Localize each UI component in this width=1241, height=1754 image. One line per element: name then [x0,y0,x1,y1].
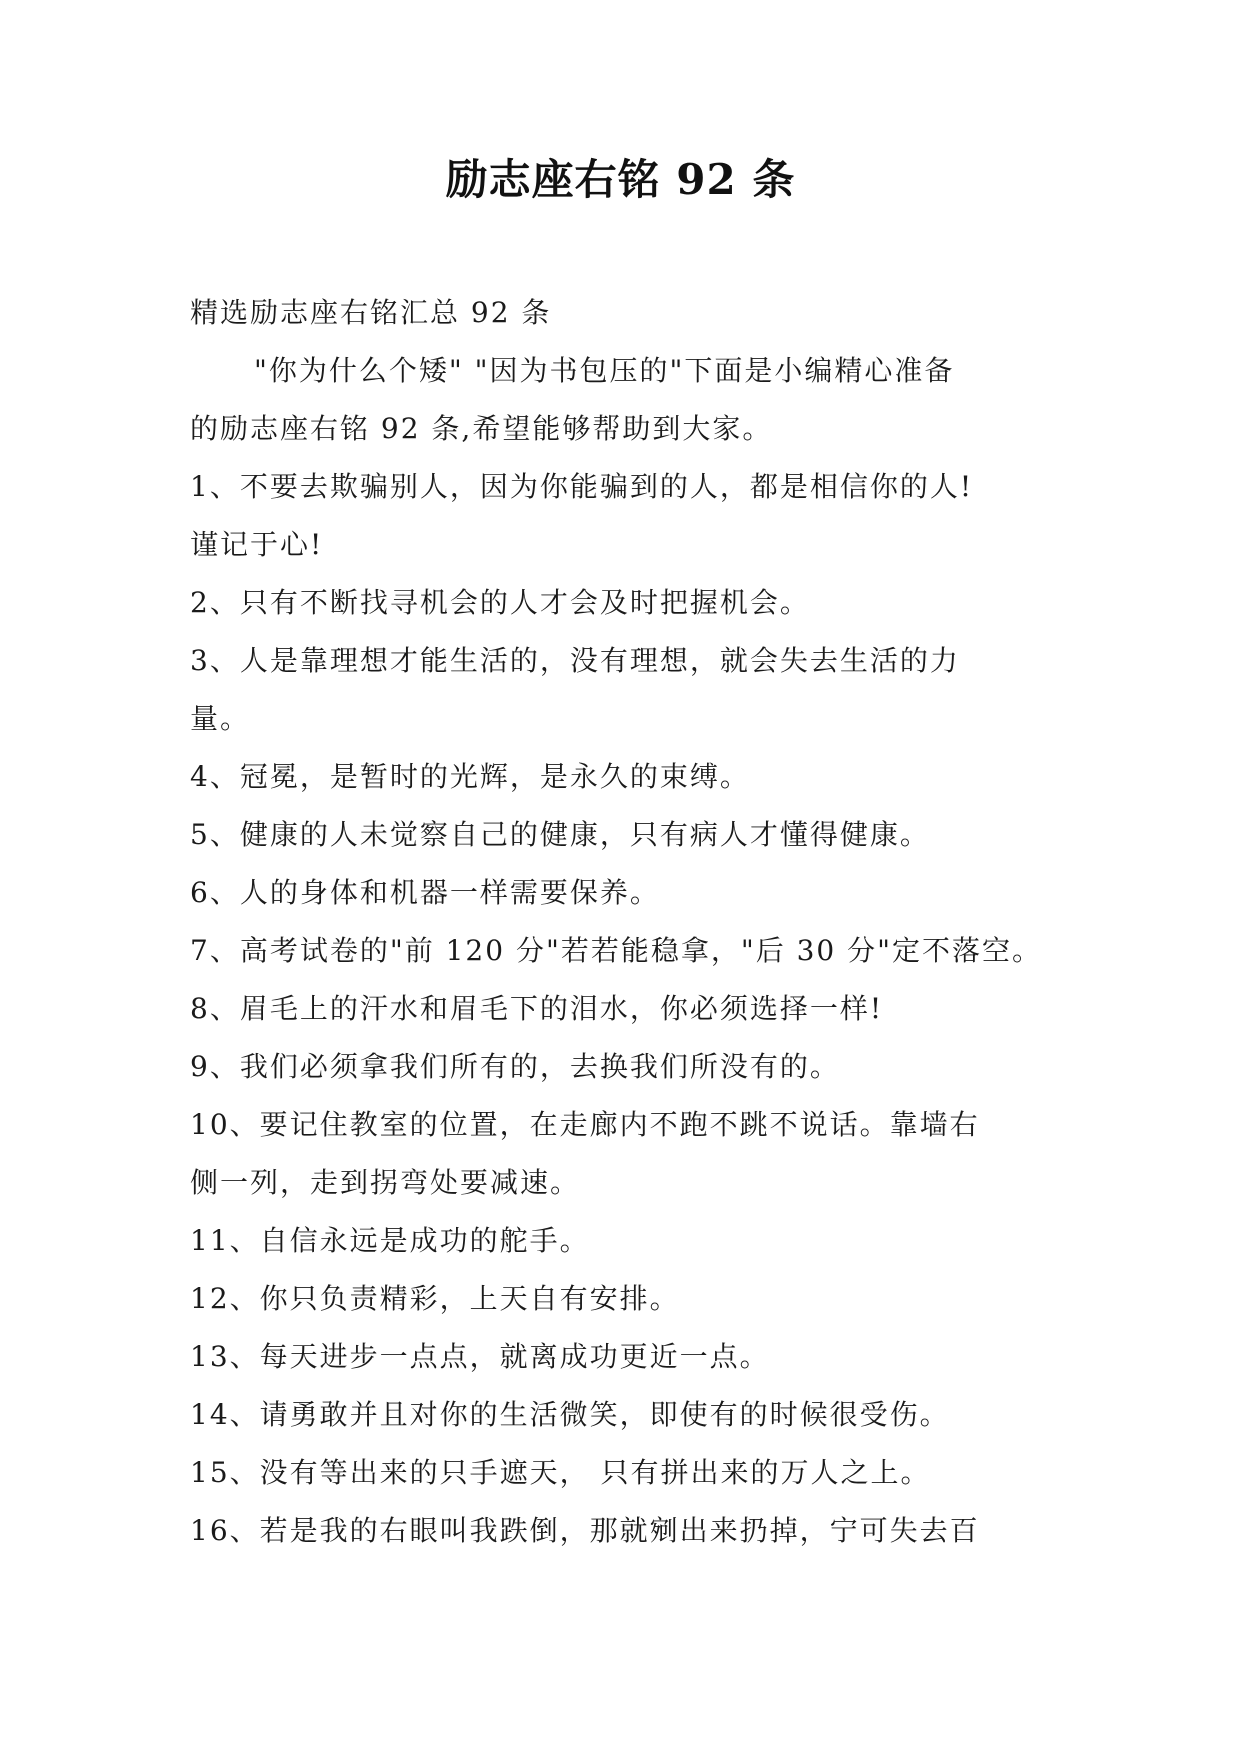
motto-line: 3、人是靠理想才能生活的，没有理想，就会失去生活的力 [190,644,960,677]
motto-line: 14、请勇敢并且对你的生活微笑，即使有的时候很受伤。 [190,1398,950,1431]
motto-line: 11、自信永远是成功的舵手。 [190,1224,590,1257]
motto-line: 10、要记住教室的位置，在走廊内不跑不跳不说话。靠墙右 [190,1108,980,1141]
motto-line: 12、你只负责精彩，上天自有安排。 [190,1282,680,1315]
motto-line: 13、每天进步一点点，就离成功更近一点。 [190,1340,770,1373]
motto-line: 16、若是我的右眼叫我跌倒，那就剜出来扔掉，宁可失去百 [190,1514,980,1547]
motto-line: 谨记于心! [190,528,324,561]
motto-line: 7、高考试卷的"前 120 分"若若能稳拿，"后 30 分"定不落空。 [190,934,1043,967]
motto-line: 量。 [190,702,251,735]
motto-line: 8、眉毛上的汗水和眉毛下的泪水，你必须选择一样! [190,992,884,1025]
document-body [190,284,1060,1560]
document-title: 励志座右铭 92 条 [445,155,796,204]
subtitle-line: 精选励志座右铭汇总 92 条 [190,296,552,329]
motto-line: 6、人的身体和机器一样需要保养。 [190,876,660,909]
motto-line: 4、冠冕，是暂时的光辉，是永久的束缚。 [190,760,750,793]
motto-line: 侧一列，走到拐弯处要减速。 [190,1166,581,1199]
motto-line: 9、我们必须拿我们所有的，去换我们所没有的。 [190,1050,840,1083]
intro-line: "你为什么个矮" "因为书包压的"下面是小编精心准备 [254,354,955,387]
motto-line: 2、只有不断找寻机会的人才会及时把握机会。 [190,586,810,619]
motto-line: 5、健康的人未觉察自己的健康，只有病人才懂得健康。 [190,818,930,851]
intro-line: 的励志座右铭 92 条,希望能够帮助到大家。 [190,412,773,445]
motto-line: 15、没有等出来的只手遮天， 只有拼出来的万人之上。 [190,1456,931,1489]
motto-line: 1、不要去欺骗别人，因为你能骗到的人，都是相信你的人! [190,470,974,503]
